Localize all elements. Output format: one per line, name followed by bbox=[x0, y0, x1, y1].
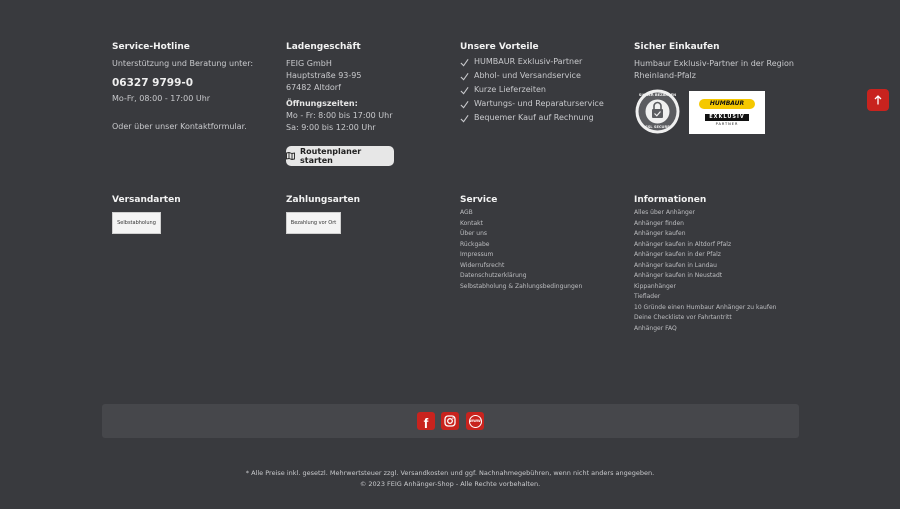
info-link[interactable]: Anhänger kaufen in Neustadt bbox=[634, 272, 723, 279]
map-icon bbox=[286, 152, 295, 160]
hotline-section bbox=[112, 42, 277, 133]
service-link-selbstabholung[interactable]: Selbstabholung & Zahlungsbedingungen bbox=[460, 282, 583, 290]
check-icon bbox=[460, 86, 469, 95]
service-link-rueckgabe[interactable]: Rückgabe bbox=[460, 240, 490, 248]
info-link[interactable]: Anhänger kaufen in Altdorf Pfalz bbox=[634, 240, 732, 248]
hotline-hours: Mo-Fr, 08:00 - 17:00 Uhr bbox=[112, 94, 211, 103]
check-icon bbox=[460, 72, 469, 81]
hotline-subtitle: Unterstützung und Beratung unter: bbox=[112, 59, 254, 68]
info-link[interactable]: Anhänger FAQ bbox=[634, 324, 677, 332]
hotline-phone[interactable]: 06327 9799-0 bbox=[112, 77, 194, 89]
website-label: WWW bbox=[469, 419, 481, 423]
humbaur-exklusiv: EXKLUSIV bbox=[705, 114, 749, 121]
store-section bbox=[286, 42, 451, 134]
shipping-title: Versandarten bbox=[112, 195, 181, 205]
route-planner-label: Routenplaner starten bbox=[300, 147, 362, 165]
info-section bbox=[634, 195, 834, 334]
store-company: FEIG GmbH bbox=[286, 59, 332, 68]
arrow-up-icon bbox=[874, 95, 882, 105]
seal-top-text: SICHER BEZAHLEN bbox=[638, 93, 677, 97]
shipping-section bbox=[112, 195, 181, 205]
info-link[interactable]: Alles über Anhänger bbox=[634, 209, 695, 216]
info-title: Informationen bbox=[634, 195, 707, 205]
service-title: Service bbox=[460, 195, 498, 205]
humbaur-partner-logo bbox=[689, 91, 765, 134]
payment-tag: Bezahlung vor Ort bbox=[286, 212, 341, 234]
list-item: HUMBAUR Exklusiv-Partner bbox=[460, 55, 630, 69]
contact-form-link[interactable]: Oder über unser Kontaktformular. bbox=[112, 122, 247, 131]
secure-title: Sicher Einkaufen bbox=[634, 42, 720, 52]
copyright: © 2023 FEIG Anhänger-Shop - Alle Rechte vorbehalten. bbox=[359, 480, 541, 488]
check-icon bbox=[460, 58, 469, 67]
humbaur-brand: HUMBAUR bbox=[699, 99, 755, 109]
store-street: Hauptstraße 93-95 bbox=[286, 71, 362, 80]
service-links bbox=[460, 208, 630, 292]
info-link[interactable]: Deine Checkliste vor Fahrtantritt bbox=[634, 314, 732, 321]
facebook-button[interactable] bbox=[417, 412, 435, 430]
ssl-secure-seal bbox=[635, 89, 680, 134]
scroll-to-top-button[interactable] bbox=[867, 89, 889, 111]
service-link-ueber-uns[interactable]: Über uns bbox=[460, 230, 487, 237]
advantages-title: Unsere Vorteile bbox=[460, 42, 539, 52]
info-link[interactable]: Anhänger kaufen in Landau bbox=[634, 261, 717, 269]
shipping-tag: Selbstabholung bbox=[112, 212, 161, 234]
service-link-datenschutz[interactable]: Datenschutzerklärung bbox=[460, 272, 527, 279]
check-icon bbox=[460, 100, 469, 109]
info-link[interactable]: Anhänger finden bbox=[634, 219, 684, 227]
list-item: Wartungs- und Reparaturservice bbox=[460, 97, 630, 111]
info-links bbox=[634, 208, 834, 334]
info-link[interactable]: Kippanhänger bbox=[634, 282, 676, 290]
secure-section bbox=[634, 42, 814, 82]
list-item: Bequemer Kauf auf Rechnung bbox=[460, 111, 630, 125]
service-link-kontakt[interactable]: Kontakt bbox=[460, 219, 483, 227]
list-item: Kurze Lieferzeiten bbox=[460, 83, 630, 97]
instagram-button[interactable] bbox=[441, 412, 459, 430]
store-hours-title: Öffnungszeiten: bbox=[286, 99, 358, 108]
info-link[interactable]: Tieflader bbox=[634, 293, 661, 300]
website-button[interactable] bbox=[466, 412, 484, 430]
service-section bbox=[460, 195, 630, 292]
info-link[interactable]: 10 Gründe einen Humbaur Anhänger zu kaufen bbox=[634, 303, 777, 311]
route-planner-button[interactable] bbox=[286, 146, 394, 166]
info-link[interactable]: Anhänger kaufen bbox=[634, 230, 686, 237]
payment-section bbox=[286, 195, 360, 205]
advantages-list bbox=[460, 55, 630, 125]
price-note: * Alle Preise inkl. gesetzl. Mehrwertsteuer zzgl. Versandkosten und ggf. Nachnahmegebühren, wenn nicht anders angegeben. bbox=[245, 469, 655, 477]
advantages-section bbox=[460, 42, 630, 125]
seal-bottom-text: SSL SECURE bbox=[645, 125, 670, 129]
store-hours-weekday: Mo - Fr: 8:00 bis 17:00 Uhr bbox=[286, 111, 393, 120]
globe-icon bbox=[469, 415, 482, 428]
list-item: Abhol- und Versandservice bbox=[460, 69, 630, 83]
service-link-agb[interactable]: AGB bbox=[460, 209, 473, 216]
payment-title: Zahlungsarten bbox=[286, 195, 361, 205]
store-title: Ladengeschäft bbox=[286, 42, 361, 52]
secure-text-line2: Rheinland-Pfalz bbox=[634, 71, 696, 80]
service-link-impressum[interactable]: Impressum bbox=[460, 251, 494, 258]
facebook-icon: f bbox=[423, 414, 429, 431]
secure-text-line1: Humbaur Exklusiv-Partner in der Region bbox=[634, 59, 794, 68]
check-icon bbox=[460, 114, 469, 123]
store-city: 67482 Altdorf bbox=[286, 83, 341, 92]
hotline-title: Service-Hotline bbox=[112, 42, 190, 52]
store-hours-saturday: Sa: 9:00 bis 12:00 Uhr bbox=[286, 123, 376, 132]
humbaur-partner: PARTNER bbox=[715, 122, 739, 126]
instagram-icon bbox=[444, 415, 456, 427]
info-link[interactable]: Anhänger kaufen in der Pfalz bbox=[634, 251, 721, 258]
service-link-widerrufsrecht[interactable]: Widerrufsrecht bbox=[460, 261, 505, 269]
